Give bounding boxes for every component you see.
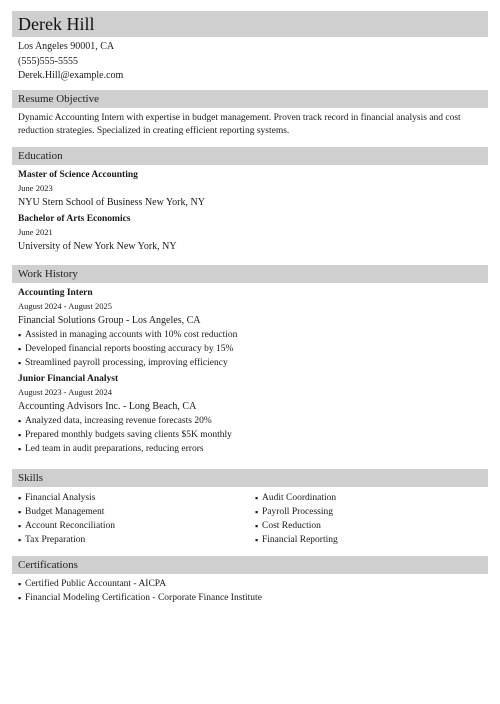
- job-dates: August 2024 - August 2025: [18, 301, 112, 311]
- section-header-certifications: [12, 556, 488, 574]
- job-title: Accounting Intern: [18, 288, 93, 298]
- graduation-date: June 2021: [18, 227, 53, 237]
- address: Los Angeles 90001, CA: [18, 41, 115, 52]
- email: Derek.Hill@example.com: [18, 70, 124, 81]
- degree: Bachelor of Arts Economics: [18, 214, 131, 224]
- bullet-icon: ▪: [255, 493, 259, 503]
- section-header-skills: [12, 469, 488, 487]
- bullet-icon: ▪: [18, 444, 22, 454]
- skill-item: ▪ Tax Preparation: [18, 535, 86, 545]
- section-title: Skills: [18, 472, 44, 484]
- certification-item: ▪ Certified Public Accountant - AICPA: [18, 579, 167, 589]
- candidate-name: Derek Hill: [18, 14, 95, 34]
- skills-column-right: [255, 491, 475, 547]
- section-header-work: [12, 265, 488, 283]
- section-header-objective: [12, 90, 488, 108]
- education-item: [18, 169, 482, 210]
- skill-item: ▪ Financial Analysis: [18, 493, 96, 503]
- skill-item: ▪ Cost Reduction: [255, 521, 321, 531]
- job-title: Junior Financial Analyst: [18, 374, 119, 384]
- skill-item: ▪ Budget Management: [18, 507, 105, 517]
- education-item: [18, 213, 482, 254]
- job-bullets: [18, 328, 482, 370]
- skill-item: ▪ Payroll Processing: [255, 507, 333, 517]
- list-item: ▪ Developed financial reports boosting accuracy by 15%: [18, 344, 234, 354]
- skill-item: ▪ Account Reconciliation: [18, 521, 115, 531]
- list-item: ▪ Streamlined payroll processing, improving efficiency: [18, 358, 228, 368]
- graduation-date: June 2023: [18, 183, 53, 193]
- skills-column-left: [18, 491, 238, 547]
- education-list: [18, 169, 482, 254]
- bullet-icon: ▪: [18, 416, 22, 426]
- job-bullets: [18, 414, 482, 456]
- bullet-icon: ▪: [18, 579, 22, 589]
- bullet-icon: ▪: [18, 358, 22, 368]
- list-item: ▪ Assisted in managing accounts with 10% cost reduction: [18, 330, 238, 340]
- skill-item: ▪ Financial Reporting: [255, 535, 338, 545]
- bullet-icon: ▪: [18, 493, 22, 503]
- objective-text: Dynamic Accounting Intern with expertise in budget management. Proven track record in financial analysis and cost reduction strategies. Specialized in creating efficient reporting systems.: [18, 113, 461, 136]
- list-item: ▪ Analyzed data, increasing revenue forecasts 20%: [18, 416, 212, 426]
- contact-info: [18, 40, 123, 84]
- company: Financial Solutions Group - Los Angeles, CA: [18, 315, 201, 326]
- job-item: [18, 287, 482, 370]
- work-list: [18, 287, 482, 456]
- section-title: Certifications: [18, 559, 78, 571]
- bullet-icon: ▪: [255, 507, 259, 517]
- bullet-icon: ▪: [18, 344, 22, 354]
- job-dates: August 2023 - August 2024: [18, 387, 112, 397]
- phone: (555)555-5555: [18, 55, 78, 67]
- section-title: Work History: [18, 268, 78, 280]
- bullet-icon: ▪: [18, 330, 22, 340]
- certifications-list: [18, 577, 482, 605]
- section-title: Education: [18, 150, 63, 162]
- job-item: [18, 373, 482, 456]
- company: Accounting Advisors Inc. - Long Beach, CA: [18, 401, 197, 412]
- bullet-icon: ▪: [18, 593, 22, 603]
- bullet-icon: ▪: [18, 430, 22, 440]
- school: NYU Stern School of Business New York, NY: [18, 197, 205, 208]
- bullet-icon: ▪: [255, 521, 259, 531]
- bullet-icon: ▪: [255, 535, 259, 545]
- bullet-icon: ▪: [18, 521, 22, 531]
- section-header-education: [12, 147, 488, 165]
- skill-item: ▪ Audit Coordination: [255, 493, 337, 503]
- school: University of New York New York, NY: [18, 241, 177, 252]
- bullet-icon: ▪: [18, 507, 22, 517]
- section-title: Resume Objective: [18, 93, 99, 105]
- bullet-icon: ▪: [18, 535, 22, 545]
- certification-item: ▪ Financial Modeling Certification - Corporate Finance Institute: [18, 593, 262, 603]
- name-bar: [12, 11, 488, 37]
- list-item: ▪ Prepared monthly budgets saving clients $5K monthly: [18, 430, 232, 440]
- degree: Master of Science Accounting: [18, 170, 138, 180]
- list-item: ▪ Led team in audit preparations, reducing errors: [18, 444, 204, 454]
